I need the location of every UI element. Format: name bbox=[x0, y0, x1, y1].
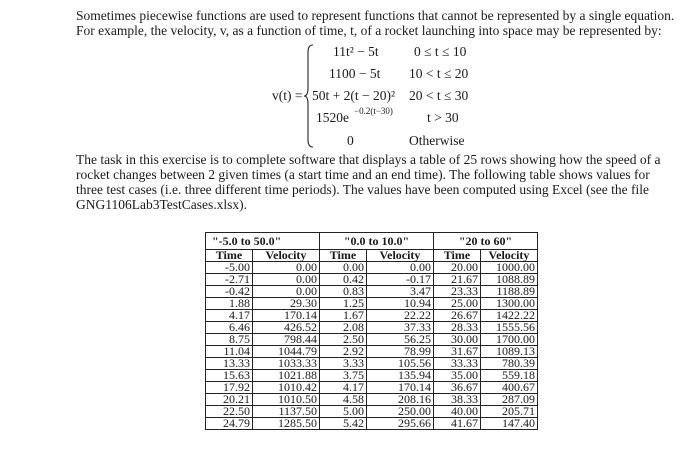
time-cell: 30.00 bbox=[434, 334, 481, 346]
velocity-cell: 56.25 bbox=[367, 334, 434, 346]
velocity-cell: 135.94 bbox=[367, 370, 434, 382]
velocity-cell: 105.56 bbox=[367, 358, 434, 370]
velocity-cell: 1555.56 bbox=[481, 322, 538, 334]
time-cell: 20.21 bbox=[206, 394, 253, 406]
time-cell: 8.75 bbox=[206, 334, 253, 346]
velocity-cell: 22.22 bbox=[367, 310, 434, 322]
piece-1-cond: 0 ≤ t ≤ 10 bbox=[414, 44, 467, 59]
table-row bbox=[206, 310, 538, 322]
velocity-cell: 1010.42 bbox=[253, 382, 320, 394]
velocity-cell: 147.40 bbox=[481, 418, 538, 430]
time-cell: 1.88 bbox=[206, 298, 253, 310]
velocity-cell: 1422.22 bbox=[481, 310, 538, 322]
table-row bbox=[206, 418, 538, 430]
column-header: Velocity bbox=[253, 250, 320, 262]
time-cell: 4.17 bbox=[206, 310, 253, 322]
table-row bbox=[206, 370, 538, 382]
table-row bbox=[206, 394, 538, 406]
table-row bbox=[206, 334, 538, 346]
time-cell: 5.00 bbox=[320, 406, 367, 418]
time-cell: 0.83 bbox=[320, 286, 367, 298]
time-cell: 1.25 bbox=[320, 298, 367, 310]
time-cell: -0.42 bbox=[206, 286, 253, 298]
time-cell: 40.00 bbox=[434, 406, 481, 418]
time-cell: 33.33 bbox=[434, 358, 481, 370]
table-row bbox=[206, 406, 538, 418]
equation-lhs: v(t) = bbox=[272, 88, 303, 103]
velocity-cell: 208.16 bbox=[367, 394, 434, 406]
velocity-cell: 29.30 bbox=[253, 298, 320, 310]
time-cell: 21.67 bbox=[434, 274, 481, 286]
velocity-cell: 170.14 bbox=[367, 382, 434, 394]
time-cell: -5.00 bbox=[206, 262, 253, 274]
velocity-cell: -0.17 bbox=[367, 274, 434, 286]
piece-5-cond: Otherwise bbox=[409, 133, 465, 148]
test-cases-table bbox=[205, 232, 538, 430]
velocity-cell: 1089.13 bbox=[481, 346, 538, 358]
column-header: Time bbox=[206, 250, 253, 262]
velocity-cell: 1088.89 bbox=[481, 274, 538, 286]
velocity-cell: 1300.00 bbox=[481, 298, 538, 310]
velocity-cell: 1000.00 bbox=[481, 262, 538, 274]
velocity-cell: 3.47 bbox=[367, 286, 434, 298]
velocity-cell: 559.18 bbox=[481, 370, 538, 382]
time-cell: 2.92 bbox=[320, 346, 367, 358]
velocity-cell: 250.00 bbox=[367, 406, 434, 418]
time-cell: 20.00 bbox=[434, 262, 481, 274]
velocity-cell: 287.09 bbox=[481, 394, 538, 406]
group-header-3: "20 to 60" bbox=[434, 233, 538, 250]
time-cell: 23.33 bbox=[434, 286, 481, 298]
velocity-cell: 426.52 bbox=[253, 322, 320, 334]
time-cell: 13.33 bbox=[206, 358, 253, 370]
time-cell: 17.92 bbox=[206, 382, 253, 394]
piece-3-cond: 20 < t ≤ 30 bbox=[409, 88, 469, 103]
time-cell: 22.50 bbox=[206, 406, 253, 418]
velocity-cell: 0.00 bbox=[253, 274, 320, 286]
time-cell: 25.00 bbox=[434, 298, 481, 310]
velocity-cell: 1010.50 bbox=[253, 394, 320, 406]
table-row bbox=[206, 298, 538, 310]
group-header-2: "0.0 to 10.0" bbox=[320, 233, 434, 250]
piece-4-cond: t > 30 bbox=[427, 110, 459, 125]
time-cell: 28.33 bbox=[434, 322, 481, 334]
column-header: Time bbox=[320, 250, 367, 262]
velocity-cell: 1188.89 bbox=[481, 286, 538, 298]
time-cell: 4.17 bbox=[320, 382, 367, 394]
velocity-cell: 0.00 bbox=[253, 262, 320, 274]
group-header-1: "-5.0 to 50.0" bbox=[206, 233, 320, 250]
velocity-cell: 0.00 bbox=[253, 286, 320, 298]
table-group-row bbox=[206, 233, 538, 250]
piece-5-expr: 0 bbox=[347, 133, 354, 148]
velocity-cell: 1137.50 bbox=[253, 406, 320, 418]
time-cell: 2.08 bbox=[320, 322, 367, 334]
time-cell: 35.00 bbox=[434, 370, 481, 382]
time-cell: 38.33 bbox=[434, 394, 481, 406]
time-cell: 0.00 bbox=[320, 262, 367, 274]
time-cell: 31.67 bbox=[434, 346, 481, 358]
velocity-cell: 798.44 bbox=[253, 334, 320, 346]
velocity-cell: 1285.50 bbox=[253, 418, 320, 430]
time-cell: 1.67 bbox=[320, 310, 367, 322]
time-cell: 41.67 bbox=[434, 418, 481, 430]
piece-3-expr: 50t + 2(t − 20)² bbox=[312, 88, 396, 103]
time-cell: 3.75 bbox=[320, 370, 367, 382]
velocity-cell: 170.14 bbox=[253, 310, 320, 322]
time-cell: 11.04 bbox=[206, 346, 253, 358]
time-cell: 26.67 bbox=[434, 310, 481, 322]
time-cell: 15.63 bbox=[206, 370, 253, 382]
piece-4-expr: 1520e bbox=[316, 110, 349, 125]
time-cell: 5.42 bbox=[320, 418, 367, 430]
velocity-cell: 1033.33 bbox=[253, 358, 320, 370]
piece-4-exponent: −0.2(t−30) bbox=[354, 106, 393, 116]
velocity-cell: 1044.79 bbox=[253, 346, 320, 358]
velocity-cell: 780.39 bbox=[481, 358, 538, 370]
velocity-cell: 205.71 bbox=[481, 406, 538, 418]
time-cell: 3.33 bbox=[320, 358, 367, 370]
time-cell: 6.46 bbox=[206, 322, 253, 334]
table-row bbox=[206, 262, 538, 274]
task-paragraph: The task in this exercise is to complete software that displays a table of 25 rows showing how the speed of a rocket changes between 2 given times (a start time and an end time). The following table shows values for three test cases (i.e. three different time periods). The values have been computed using Excel (see the file GNG1106Lab3TestCases.xlsx). bbox=[76, 152, 661, 212]
time-cell: 24.79 bbox=[206, 418, 253, 430]
velocity-cell: 400.67 bbox=[481, 382, 538, 394]
table-row bbox=[206, 382, 538, 394]
velocity-cell: 10.94 bbox=[367, 298, 434, 310]
table-row bbox=[206, 274, 538, 286]
column-header: Velocity bbox=[481, 250, 538, 262]
column-header: Time bbox=[434, 250, 481, 262]
table-row bbox=[206, 322, 538, 334]
piece-2-cond: 10 < t ≤ 20 bbox=[409, 66, 469, 81]
piece-2-expr: 1100 − 5t bbox=[329, 66, 381, 81]
time-cell: 2.50 bbox=[320, 334, 367, 346]
velocity-cell: 295.66 bbox=[367, 418, 434, 430]
velocity-cell: 0.00 bbox=[367, 262, 434, 274]
intro-paragraph: Sometimes piecewise functions are used to represent functions that cannot be represented by a single equation. For example, the velocity, v, as a function of time, t, of a rocket launching into space may be represented by: bbox=[76, 8, 675, 38]
velocity-cell: 1021.88 bbox=[253, 370, 320, 382]
table-header-row bbox=[206, 250, 538, 262]
column-header: Velocity bbox=[367, 250, 434, 262]
piece-1-expr: 11t² − 5t bbox=[333, 44, 379, 59]
table-row bbox=[206, 286, 538, 298]
time-cell: 0.42 bbox=[320, 274, 367, 286]
time-cell: 4.58 bbox=[320, 394, 367, 406]
table-row bbox=[206, 358, 538, 370]
time-cell: -2.71 bbox=[206, 274, 253, 286]
velocity-cell: 1700.00 bbox=[481, 334, 538, 346]
time-cell: 36.67 bbox=[434, 382, 481, 394]
velocity-cell: 78.99 bbox=[367, 346, 434, 358]
velocity-cell: 37.33 bbox=[367, 322, 434, 334]
table-row bbox=[206, 346, 538, 358]
